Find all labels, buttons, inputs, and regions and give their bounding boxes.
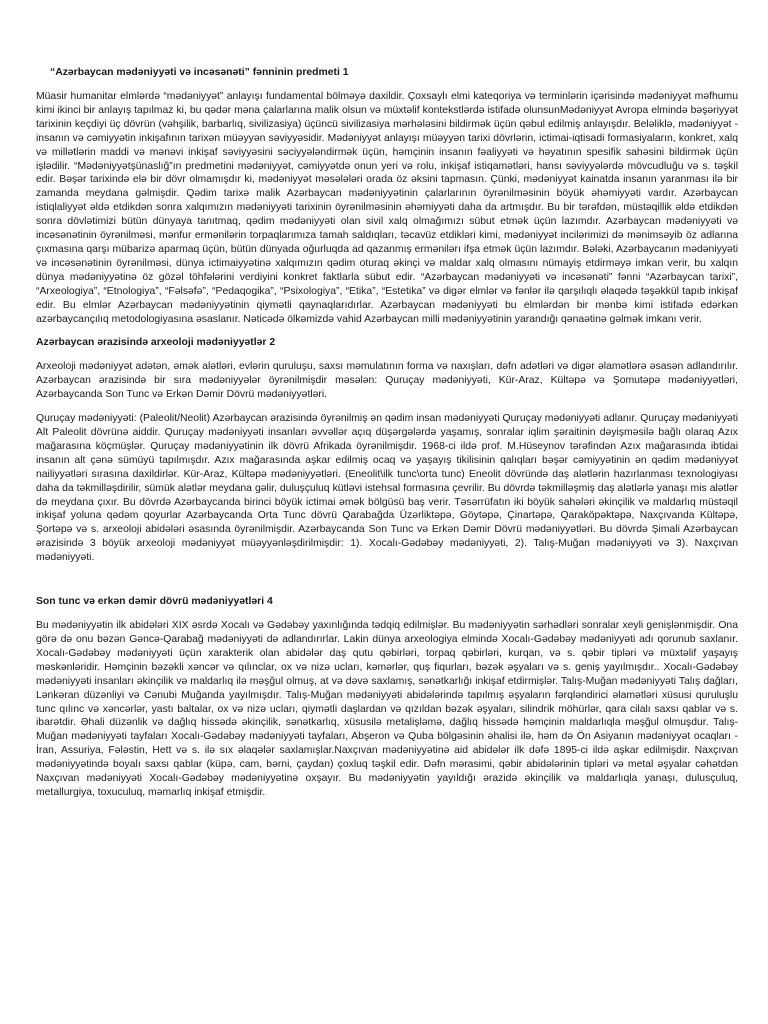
section-spacer xyxy=(36,575,738,595)
section-subject-paragraph: Müasir humanitar elmlərdə “mədəniyyət” anlayışı fundamental bölməyə daxildir. Çoxsaylı elmi kateqoriya və terminlərin içərisində mədəniyyət məfhumu kimi ikinci bir anlayış tapılmaz ki, bu qədər məna çalarlarına malik olsun və müxtəlif kontekstlərdə istifadə olunsunMədəniyyət Avropa elmində bəşəriyyət tarixinin keçdiyi üç dövrün (vəhşilik, barbarlıq, sivilizasiya) üçüncü sivilizasiya mərhələsini bildirmək üçün qəbul edilmiş anlayışdır. Beləliklə, mədəniyyət - insanın və cəmiyyətin inkişafının tarixən müəyyən səviyyəsidir. Mədəniyyət anlayışı müəyyən tarixi dövrlərin, ictimai-iqtisadi formasiyaların, konkret, xalq və millətlərin maddi və mənəvi inkişaf səviyyəsini səciyyələndirmək üçün, həmçinin insanın fəaliyyəti və həyatının spesifik sahəsini bildirmək üçün işlədilir. “Mədəniyyətşünaslığ”ın predmetini mədəniyyət, cəmiyyətdə onun yeri və rolu, inkişaf istiqamətləri, hansı səviyyələrdə mövcudluğu və s. təşkil edir. Bəşər tarixində elə bir dövr olmamışdır ki, mədəniyyət məsələləri orada öz əksini tapmasın. Çünki, mədəniyyət kainatda insanın yaranması ilə bir zamanda meydana gəlmişdir. Qədim tarixə malik Azərbaycan mədəniyyətinin çalarlarının öyrənilməsinin böyük əhəmiyyəti vardır. Azərbaycan istiqlaliyyət əldə etdikdən sonra xalqımızın mədəniyyəti tarixinin öyrənilməsinin əhəmiyyəti daha da artmışdır. Bu bir tərəfdən, müstəqillik əldə etdikdən sonra dövlətimizi bütün dünyaya tanıtmaq, qədim mədəniyyəti olan sivil xalq olmağımızı sübut etmək üçün lazımdır. Azərbaycan mədəniyyəti və incəsənətinin öyrənilməsi, mənfur ermənilərin torpaqlarımıza tamah saldıqları, təcavüz etdikləri kimi, mədəniyyət incilərimizi də mənimsəyib öz adlarına çıxmasına qarşı mübarizə aparmaq üçün, bütün dünyada oğurluqda ad qazanmış ermənilərı ifşa etmək üçün lazımdır. Bələki, Azərbaycanın mədəniyyəti və incəsənətinin öyrənilməsi, dünya ictimaiyyətinə xalqımızın qədim oturaq əkinçi və maldar xalq olmasını nümayiş etdirməyə imkan verir, bu xalqın dünya mədəniyyətinə öz gözəl töhfələrini verdiyini konkret faktlarla sübut edir. “Azərbaycan mədəniyyəti və incəsənəti” fənni “Azərbaycan tarixi”, “Arxeologiya”, “Etnologiya”, “Fəlsəfə”, “Pedaqogika”, “Psixologiya”, “Etika”, “Estetika” və digər elmlər və fənlər ilə qarşılıqlı əlaqədə təşəkkül tapıb inkişaf edir. Bu elmlər Azərbaycan mədəniyyətinin qiymətli qaynaqlarıdırlar. Azərbaycan mədəniyyəti bu elmlərdən bir mənbə kimi istifadə edərkən azərbaycançılıq metodologiyasına əsaslanır. Nəticədə ölkəmizdə vahid Azərbaycan milli mədəniyyətinin yarandığı qənaətinə gəlmək imkanı verir. xyxy=(36,91,738,325)
section-title-subject: “Azərbaycan mədəniyyəti və incəsənəti” fənninin predmeti 1 xyxy=(50,67,349,78)
section-bronze-iron-paragraph: Bu mədəniyyətin ilk abidələri XIX əsrdə Xocalı və Gədəbəy yaxınlığında tədqiq edilmişlər. Bu mədəniyyətin sərhədləri sonralar xeyli genişlənmişdir. Ona görə də onu bəzən Gəncə-Qarabağ mədəniyyəti də adlandırırlar. Lakin dünya arxeologiya elmində Xocalı-Gədəbəy mədəniyyəti adı qorunub saxlanır. Xocalı-Gədəbəy mədəniyyəti üçün xarakterik olan abidələr daş qutu qəbirləri, torpaq qəbirləri, kurqan, və s. qəbir tipləri və müxtəlif yaşayış məskənləridir. Həmçinin bəzəkli xəncər və qılınclar, ox və nizə ucları, kəmərlər, quş fiqurları, bəzək əşyaları və s. geniş yayılmışdır.. Xocalı-Gədəbəy mədəniyyəti insanları əkinçilik və maldarlıq ilə məşğul olmuş, at və dəvə saxlamış, sənətkarlığı inkişaf etdirmişlər. Talış-Muğan mədəniyyəti Talış dağları, Lənkəran düzənliyi və Cənubi Muğanda yayılmışdır. Talış-Muğan mədəniyyəti abidələrində tapılmış əşyaların fərqləndirici əlamətləri xüsusi quruluşlu tunc qılınc və xəncərlər, yastı baltalar, ox və nizə ucları, qiymətli daşlardan və qızıldan bəzək əşyaları, silindrik möhürlər, qara cilalı saxsı qablar və s. ibarətdir. Əhali düzənlik və dağlıq hissədə əkinçilik, sənətkarlıq, xüsusilə metalişləmə, dağlıq hissədə həmçinin maldarlıqla məşğul olmuşdur. Talış-Muğan mədəniyyəti tayfaları Xocalı-Gədəbəy mədəniyyəti tayfaları, Abşeron və Quba bölgəsinin əhalisi ilə, həm də Ön Asiyanın mədəniyyət ocaqları - İran, Assuriya, Fələstin, Hett və s. ilə sıx əlaqələr saxlamışlar.Naxçıvan mədəniyyətinə aid abidələr ilk dəfə 1895-ci ildə aşkar edilmişdir. Naxçıvan mədəniyyətində boyalı saxsı qablar (küpə, cam, bərni, çaydan) çoxluq təşkil edir. Dəfn mərasimi, qəbir abidələrinin tipləri və metal əşyalar cəhətdən Naxçıvan mədəniyyəti Xocalı-Gədəbəy mədəniyyətinə oxşayır. Bu mədəniyyətin yayıldığı ərazidə əkinçilik və maldarlıqla yanaşı, dulusçuluq, metallurgiya, toxuculuq, məmarlıq inkişaf etmişdir. xyxy=(36,620,738,798)
section-archaeological-paragraph-1: Arxeoloji mədəniyyət adətən, əmək alətləri, evlərin quruluşu, saxsı məmulatının forma və naxışları, dəfn adətləri və digər əlamətlərə əsasən adlandırılır. Azərbaycan ərazisində bir sıra mədəniyyələr öyrənilmişdir məsələn: Quruçay mədəniyyəti, Kür-Araz, Kültəpə və Şomutəpə mədəniyyətləri, Azərbaycanda Son Tunc və Erkən Dəmir Dövrü mədəniyyətləri. xyxy=(36,361,738,401)
section-title-archaeological-cultures: Azərbaycan ərazisində arxeoloji mədəniyyətlər 2 xyxy=(36,337,276,349)
section-title-bronze-iron-age: Son tunc və erkən dəmir dövrü mədəniyyətləri 4 xyxy=(36,596,273,608)
section-archaeological-paragraph-2: Quruçay mədəniyyəti: (Paleolit/Neolit) Azərbaycan ərazisində öyrənilmiş ən qədim insan mədəniyyəti Quruçay mədəniyyəti adlanır. Quruçay mədəniyyəti Alt Paleolit dövrünə aiddir. Quruçay mədəniyyəti insanları əvvəllər açıq düşərgələrdə yaşamış, sonralar iqlim şəraitinin dəyişməsilə bağlı olaraq Azıx mağarasına köçmüşlər. Quruçay mədəniyyətinin ilk dövrü Afrikada öyrənilmişdir. 1968-ci ildə prof. M.Hüseynov tərəfindən Azıx mağarasında ibtidai insanın alt çənə sümüyü tapılmışdır. Azıx mağarasında aşkar edilmiş ocaq və yaşayış tikilisinin qalıqları bəşər cəmiyyətinin ən qədim mədəniyyət nailiyyətləri sırasına daxildirlər. Kür-Araz, Kültəpə mədəniyyətləri. (Eneolit\ilk tunc\orta tunc) Eneolit dövründə daş alətlərin hazırlanması texnologiyası daha da təkmilləşdirilir, sümük alətlər meydana gəlir, duluşçuluq kütləvi istehsal formasına çevrilir. Bu dövrdə təkmilləşmiş daş alətlərlə yanaşı mis alətlər də meydana çıxır. Bu dövrdə Azərbaycanda birinci böyük ictimai əmək bölgüsü baş verir. Təsərrüfatın iki böyük sahələri əkinçilik və maldarlıq müstəqil inkişaf yoluna qədəm qoyurlar Azərbaycanda Orta Tunc dövrü Qarabağda Üzərliktəpə, Göytəpə, Çinartəpə, Qaraköpəktəpə, Naxçıvanda Kültəpə, Şortəpə və s. arxeoloji abidələri əsasında öyrənilmişdir. Azərbaycanda Son Tunc və Erkən Dəmir Dövrü mədəniyyətləri. Bu dövrdə Şimali Azərbaycan ərazisində 3 böyük arxeoloji mədəniyyət müəyyənləşdirilmişdir: 1). Xocalı-Gədəbəy mədəniyyəti, 2). Talış-Muğan mədəniyyəti və 3). Naxçıvan mədəniyyəti. xyxy=(36,413,738,564)
